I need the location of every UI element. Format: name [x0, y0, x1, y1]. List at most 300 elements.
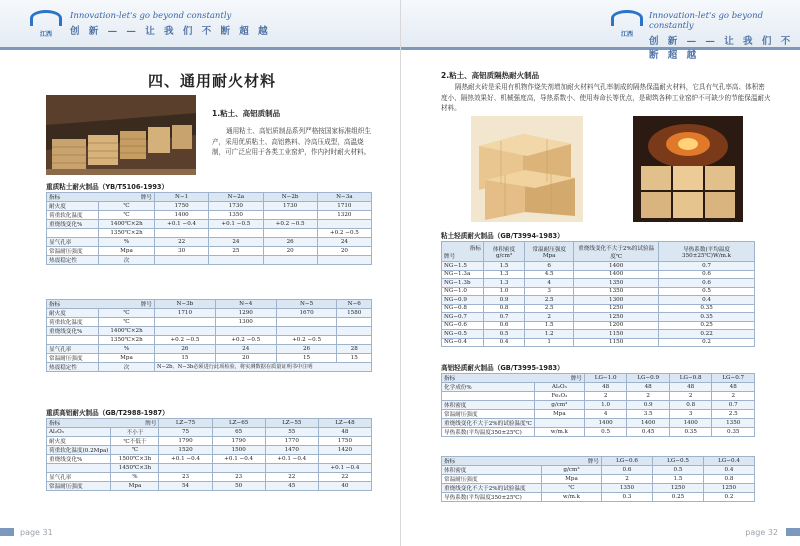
row-unit: 1350℃×2h — [99, 336, 155, 345]
table-row — [442, 270, 755, 279]
table-row — [442, 466, 755, 475]
indicator-label: 指标 — [49, 302, 61, 308]
table-cell — [209, 255, 263, 264]
table-cell: +0.2 −0.5 — [155, 336, 216, 345]
table-row — [442, 304, 755, 313]
grade-header: LZ−65 — [212, 419, 265, 428]
table-cell: 48 — [627, 383, 670, 392]
table2-body — [47, 309, 372, 363]
table-cell — [155, 318, 216, 327]
row-unit: % — [99, 237, 155, 246]
table-row — [47, 318, 372, 327]
table-row — [442, 383, 755, 392]
row-label: 荷重软化温度 — [47, 211, 99, 220]
table-row — [442, 475, 755, 484]
table-cell: 0.4 — [659, 296, 755, 305]
table-cell: 1730 — [209, 202, 263, 211]
table-cell: 50 — [212, 481, 265, 490]
table-cell: 2.5 — [525, 296, 574, 305]
table-cell: 1580 — [337, 309, 372, 318]
column-header: 导热系数(平均温度350±25℃)W/m.k — [659, 242, 755, 262]
table-cell: 1.5 — [484, 262, 525, 271]
slogan — [649, 11, 800, 61]
table-cell: 0.6 — [602, 466, 653, 475]
row-unit: % — [111, 472, 159, 481]
table-cell: 45 — [265, 481, 318, 490]
row-unit: 1500℃×3h — [111, 455, 159, 464]
table-cell: 40 — [318, 481, 371, 490]
table-cell: 1200 — [574, 321, 659, 330]
slogan — [70, 11, 271, 37]
table-cell: 2 — [602, 475, 653, 484]
table-cell: 20 — [263, 246, 317, 255]
grade-header: N−4 — [215, 300, 276, 309]
row-label: 荷重软化温度 — [47, 318, 99, 327]
insulating-bricks-image — [471, 116, 583, 222]
table-cell: 2 — [712, 392, 755, 401]
section-title: 四、通用耐火材料 — [148, 72, 277, 90]
table-cell: 1500 — [212, 446, 265, 455]
table-row — [442, 400, 755, 409]
row-label: NG−1.5 — [442, 262, 484, 271]
row-label: NG−0.8 — [442, 304, 484, 313]
table-cell: 0.35 — [659, 313, 755, 322]
table-row — [47, 255, 372, 264]
grade-header: N−1 — [155, 193, 209, 202]
table6-body — [442, 466, 755, 502]
table-cell: 4 — [584, 409, 627, 418]
row-unit: g/cm³ — [534, 400, 584, 409]
table-cell: 0.2 — [704, 493, 755, 502]
table-cell — [263, 229, 317, 238]
grade-header: LG−0.9 — [627, 374, 670, 383]
table-cell: 1.0 — [584, 400, 627, 409]
row-unit — [534, 418, 584, 427]
table-cell: +0.2 −0.5 — [263, 220, 317, 229]
table-cell: 23 — [159, 472, 212, 481]
table-cell: 1350 — [209, 211, 263, 220]
table-cell: 1.5 — [653, 475, 704, 484]
table-row — [47, 437, 372, 446]
table-cell: +0.2 −0.5 — [215, 336, 276, 345]
table-cell — [318, 455, 371, 464]
table-cell: 1350 — [574, 287, 659, 296]
row-label: 耐火度 — [47, 309, 99, 318]
row-label: NG−0.9 — [442, 296, 484, 305]
table-cell: 0.5 — [659, 287, 755, 296]
table-cell: 1250 — [704, 484, 755, 493]
grade-header: LZ−75 — [159, 419, 212, 428]
slogan-cn: 创 新 — — 让 我 们 不 断 超 越 — [649, 36, 794, 61]
table-row — [47, 455, 372, 464]
slogan-cn: 创 新 — — 让 我 们 不 断 超 越 — [70, 26, 271, 37]
table-high-alumina-light-2 — [441, 456, 755, 502]
row-label: 常温耐压强度 — [442, 409, 535, 418]
table-cell: 2 — [525, 313, 574, 322]
table-cell: 1710 — [155, 309, 216, 318]
table-cell: 1350 — [574, 279, 659, 288]
grade-header: N−2a — [209, 193, 263, 202]
table-cell — [212, 464, 265, 473]
table-row — [442, 287, 755, 296]
table-cell: 1300 — [574, 296, 659, 305]
table-cell: 1400 — [669, 418, 712, 427]
table-cell: +0.1 −0.4 — [155, 220, 209, 229]
row-unit: w/m.k — [534, 427, 584, 436]
row-unit: 次 — [99, 255, 155, 264]
table-cell: 0.25 — [653, 493, 704, 502]
table-cell: +0.2 −0.5 — [317, 229, 371, 238]
row-unit: % — [99, 344, 155, 353]
table-cell: 15 — [276, 353, 337, 362]
table-cell: 2 — [584, 392, 627, 401]
table-cell: +0.1 −0.5 — [209, 220, 263, 229]
table-cell — [155, 327, 216, 336]
row-unit: 1400℃×2h — [99, 220, 155, 229]
column-header: 重烧线变化不大于2%的试验温度℃ — [574, 242, 659, 262]
table-cell — [276, 318, 337, 327]
row-label: 重烧线变化% — [47, 455, 111, 464]
row-label: 导热系数(平均温度350±25℃) — [442, 493, 542, 502]
table-cell: 1350 — [602, 484, 653, 493]
row-label: 体积密度 — [442, 400, 535, 409]
row-unit: Mpa — [111, 481, 159, 490]
row-unit: ℃ — [99, 211, 155, 220]
table-cell: 24 — [215, 344, 276, 353]
row-unit: 次 — [99, 362, 155, 371]
table-cell: 1.0 — [484, 287, 525, 296]
grade-label: 牌号 — [140, 195, 152, 201]
table-row — [47, 237, 372, 246]
logo-swoosh-icon — [30, 10, 62, 26]
table-cell: 30 — [155, 246, 209, 255]
table-cell: 0.35 — [669, 427, 712, 436]
indicator-label: 指标 — [444, 376, 456, 382]
table4-caption: 粘土轻质耐火制品（GB/T3994-1983） — [441, 232, 564, 240]
grade-header: N−3a — [317, 193, 371, 202]
table-cell: 0.5 — [584, 427, 627, 436]
table-cell: 1520 — [159, 446, 212, 455]
table-row — [47, 246, 372, 255]
table3-body — [47, 428, 372, 491]
table-cell: 1790 — [212, 437, 265, 446]
grade-label: 牌号 — [570, 376, 582, 382]
indicator-label: 指标 — [469, 245, 481, 252]
table-cell: 1 — [525, 338, 574, 347]
row-label: 重烧线变化% — [47, 220, 99, 229]
table-cell: 65 — [212, 428, 265, 437]
table-cell: +0.1 −0.4 — [159, 455, 212, 464]
table-cell: 75 — [159, 428, 212, 437]
table-cell: 1350 — [712, 418, 755, 427]
table-cell: 0.35 — [712, 427, 755, 436]
table-cell: 1150 — [574, 330, 659, 339]
grade-label: 牌号 — [140, 302, 152, 308]
grade-label: 牌号 — [587, 459, 599, 465]
table-cell: 20 — [215, 353, 276, 362]
table-cell: 26 — [276, 344, 337, 353]
row-unit: ℃ — [111, 446, 159, 455]
row-label: 耐火度 — [47, 202, 99, 211]
table-cell: 1790 — [159, 437, 212, 446]
table-cell: 2.5 — [525, 304, 574, 313]
table-cell: 1.3 — [484, 270, 525, 279]
row-label: 重烧线变化% — [47, 327, 99, 336]
table-cell: 48 — [712, 383, 755, 392]
company-logo — [26, 9, 66, 39]
table-cell: 2 — [627, 392, 670, 401]
table-cell: 1300 — [215, 318, 276, 327]
table-cell: 3 — [525, 287, 574, 296]
table-cell: 0.8 — [704, 475, 755, 484]
slogan-en: Innovation-let's go beyond constantly — [70, 11, 232, 21]
row-unit: 1450℃×3h — [111, 464, 159, 473]
table-cell: 1290 — [215, 309, 276, 318]
table-cell — [155, 255, 209, 264]
table-cell: 26 — [263, 237, 317, 246]
header-indicator-grade — [47, 193, 155, 202]
table-cell: 0.6 — [659, 270, 755, 279]
slogan-en: Innovation-let's go beyond constantly — [649, 11, 764, 31]
table-cell: 1670 — [276, 309, 337, 318]
table-cell: 3 — [669, 409, 712, 418]
header-indicator-grade — [442, 374, 585, 383]
table-cell — [265, 464, 318, 473]
table-clay-heavy-2 — [46, 299, 372, 372]
table-cell — [155, 229, 209, 238]
row-label: 耐火度 — [47, 437, 111, 446]
table-cell: 1420 — [318, 446, 371, 455]
column-header: 常温耐压强度 Mpa — [525, 242, 574, 262]
grade-header: LG−0.6 — [602, 457, 653, 466]
table-high-alumina-light-1 — [441, 373, 755, 437]
table-cell: +0.2 −0.5 — [276, 336, 337, 345]
table-cell: 0.7 — [659, 262, 755, 271]
table-cell: 1770 — [265, 437, 318, 446]
row-unit: Mpa — [99, 353, 155, 362]
table-cell — [263, 255, 317, 264]
grade-header: LZ−48 — [318, 419, 371, 428]
row-label: 重烧线变化不大于2%的试验温度 — [442, 484, 542, 493]
row-label: 显气孔率 — [47, 237, 99, 246]
grade-header: N−3b — [155, 300, 216, 309]
table5-body — [442, 383, 755, 437]
table-cell: 0.6 — [484, 321, 525, 330]
table-cell: 0.2 — [659, 338, 755, 347]
grade-header: N−2b — [263, 193, 317, 202]
table-cell: 1710 — [317, 202, 371, 211]
table-cell: 1470 — [265, 446, 318, 455]
table-cell — [337, 318, 372, 327]
table-row — [47, 446, 372, 455]
table-row — [442, 484, 755, 493]
row-label: 热震稳定性 — [47, 362, 99, 371]
table-cell: 26 — [155, 344, 216, 353]
grade-label: 牌号 — [145, 421, 157, 427]
intro-paragraph: 通用粘土、高铝质制品系列严格按国家标准组织生产，采用优质粘土、高铝熟料、冷高压成型，高温烧制，可广泛应用于各类工业窑炉，作内衬时耐火材料。 — [212, 127, 372, 156]
row-unit: ℃ — [99, 318, 155, 327]
grade-header: LG−0.5 — [653, 457, 704, 466]
table-note: N−2b、N−3b必须进行此项检验，将实测数据在质量证明书中注明 — [155, 362, 372, 371]
kiln-image — [633, 116, 743, 222]
row-label: 显气孔率 — [47, 344, 99, 353]
table-cell: 0.45 — [627, 427, 670, 436]
table-cell: 1320 — [317, 211, 371, 220]
table-row — [442, 262, 755, 271]
table-cell: 1400 — [584, 418, 627, 427]
table-cell: +0.1 −0.4 — [318, 464, 371, 473]
table-cell: 1250 — [653, 484, 704, 493]
table-cell: 1400 — [627, 418, 670, 427]
row-label: NG−0.7 — [442, 313, 484, 322]
grade-label: 牌号 — [444, 253, 456, 260]
table-cell: 48 — [318, 428, 371, 437]
company-logo — [607, 9, 647, 39]
table-cell — [159, 464, 212, 473]
indicator-label: 指标 — [49, 195, 61, 201]
row-label: NG−0.5 — [442, 330, 484, 339]
table-row — [442, 427, 755, 436]
table-cell: 6 — [525, 262, 574, 271]
header-indicator-grade — [442, 457, 602, 466]
row-unit: ℃ — [99, 309, 155, 318]
grade-header: LZ−55 — [265, 419, 318, 428]
table-cell: 4 — [525, 279, 574, 288]
row-unit: 不小于 — [111, 428, 159, 437]
row-label: 导热系数(平均温度350±25℃) — [442, 427, 535, 436]
table-cell: 1.2 — [525, 330, 574, 339]
table-cell: 0.7 — [484, 313, 525, 322]
table-cell: 22 — [265, 472, 318, 481]
table-cell: 0.5 — [653, 466, 704, 475]
table-cell: 1750 — [155, 202, 209, 211]
indicator-label: 指标 — [49, 421, 61, 427]
table-cell: 1400 — [574, 270, 659, 279]
table-row — [47, 211, 372, 220]
row-label — [47, 336, 99, 345]
table-row — [442, 338, 755, 347]
table-row — [47, 353, 372, 362]
row-unit: Fe₂O₃ — [534, 392, 584, 401]
table3-caption: 重质高铝耐火制品（GB/T2988-1987） — [46, 409, 169, 417]
table-cell: 0.35 — [659, 304, 755, 313]
table-cell: 2.5 — [712, 409, 755, 418]
column-header: 体积密度g/cm³ — [484, 242, 525, 262]
brick-stacks-image — [46, 95, 196, 175]
subsection-title: 1.粘土、高铝质制品 — [212, 109, 281, 118]
insulating-bricks-photo — [471, 116, 583, 222]
row-label: 常温耐压强度 — [442, 475, 542, 484]
brick-stacks-photo — [46, 95, 196, 175]
table-row — [47, 344, 372, 353]
row-label — [442, 392, 535, 401]
table-cell: 2 — [669, 392, 712, 401]
row-label: Al₂O₃ — [47, 428, 111, 437]
table-cell: 0.4 — [704, 466, 755, 475]
row-unit: Mpa — [534, 409, 584, 418]
table-cell: 0.22 — [659, 330, 755, 339]
row-label: 荷重软化温度(0.2Mpa) — [47, 446, 111, 455]
row-label: NG−0.6 — [442, 321, 484, 330]
table-cell: 1730 — [263, 202, 317, 211]
table-cell: 54 — [159, 481, 212, 490]
page-32 — [400, 0, 800, 546]
row-label: 重烧线变化不大于2%的试验温度℃ — [442, 418, 535, 427]
table-cell: 0.6 — [659, 279, 755, 288]
table-row — [47, 327, 372, 336]
table-cell: 0.3 — [602, 493, 653, 502]
row-label: NG−1.0 — [442, 287, 484, 296]
row-label: 体积密度 — [442, 466, 542, 475]
row-label — [47, 229, 99, 238]
header-indicator-grade — [442, 242, 484, 262]
table-cell: 1750 — [318, 437, 371, 446]
table-clay-light — [441, 241, 755, 347]
page-number: page 31 — [20, 528, 53, 537]
table-cell — [317, 220, 371, 229]
table-cell: 0.8 — [669, 400, 712, 409]
row-unit: Al₂O₃ — [534, 383, 584, 392]
kiln-photo — [633, 116, 743, 222]
row-unit: ℃ — [542, 484, 602, 493]
page-number: page 32 — [745, 528, 778, 537]
table-cell — [263, 211, 317, 220]
table-row — [47, 202, 372, 211]
table-row — [47, 472, 372, 481]
row-unit: Mpa — [542, 475, 602, 484]
table-cell: 22 — [318, 472, 371, 481]
table-cell: 0.9 — [484, 296, 525, 305]
table-high-alumina-heavy — [46, 418, 372, 491]
table-row — [442, 279, 755, 288]
table-cell: 3.5 — [627, 409, 670, 418]
table-cell: 55 — [265, 428, 318, 437]
row-unit: Mpa — [99, 246, 155, 255]
grade-header: LG−0.4 — [704, 457, 755, 466]
table-cell: 0.9 — [627, 400, 670, 409]
row-label: NG−1.3b — [442, 279, 484, 288]
table-cell: 48 — [584, 383, 627, 392]
page-header — [401, 0, 800, 61]
table-cell — [276, 327, 337, 336]
table-row — [47, 336, 372, 345]
row-unit: w/m.k — [542, 493, 602, 502]
table-cell: 23 — [212, 472, 265, 481]
logo-text: 江西 — [620, 31, 633, 38]
logo-text: 江西 — [39, 31, 52, 38]
header-indicator-grade — [47, 300, 155, 309]
grade-header: LG−0.7 — [712, 374, 755, 383]
table-row — [442, 296, 755, 305]
row-unit: 1350℃×2h — [99, 229, 155, 238]
table-clay-heavy-1 — [46, 192, 372, 265]
intro-paragraph: 隔热耐火砖是采用有机物作烧失剂增加耐火材料气孔率制成的隔热保温耐火材料，它具有气孔率高、体积密度小、隔热效果好、机械强度高，导热系数小、使用寿命长等优点，是砌筑各种工业窑炉不可缺少的节能保温耐火材料。 — [441, 83, 771, 112]
row-label: 常温耐压强度 — [47, 481, 111, 490]
table-row — [47, 428, 372, 437]
row-label: 热震稳定性 — [47, 255, 99, 264]
row-label: 常温耐压强度 — [47, 246, 99, 255]
table-row — [442, 493, 755, 502]
grade-header: LG−1.0 — [584, 374, 627, 383]
table-row — [47, 309, 372, 318]
table-cell: 0.5 — [484, 330, 525, 339]
table-cell: 4.5 — [525, 270, 574, 279]
row-unit: ℃不低于 — [111, 437, 159, 446]
table-cell: 0.4 — [484, 338, 525, 347]
table-cell: 1250 — [574, 313, 659, 322]
table-cell: 24 — [209, 237, 263, 246]
table-cell: 0.7 — [712, 400, 755, 409]
